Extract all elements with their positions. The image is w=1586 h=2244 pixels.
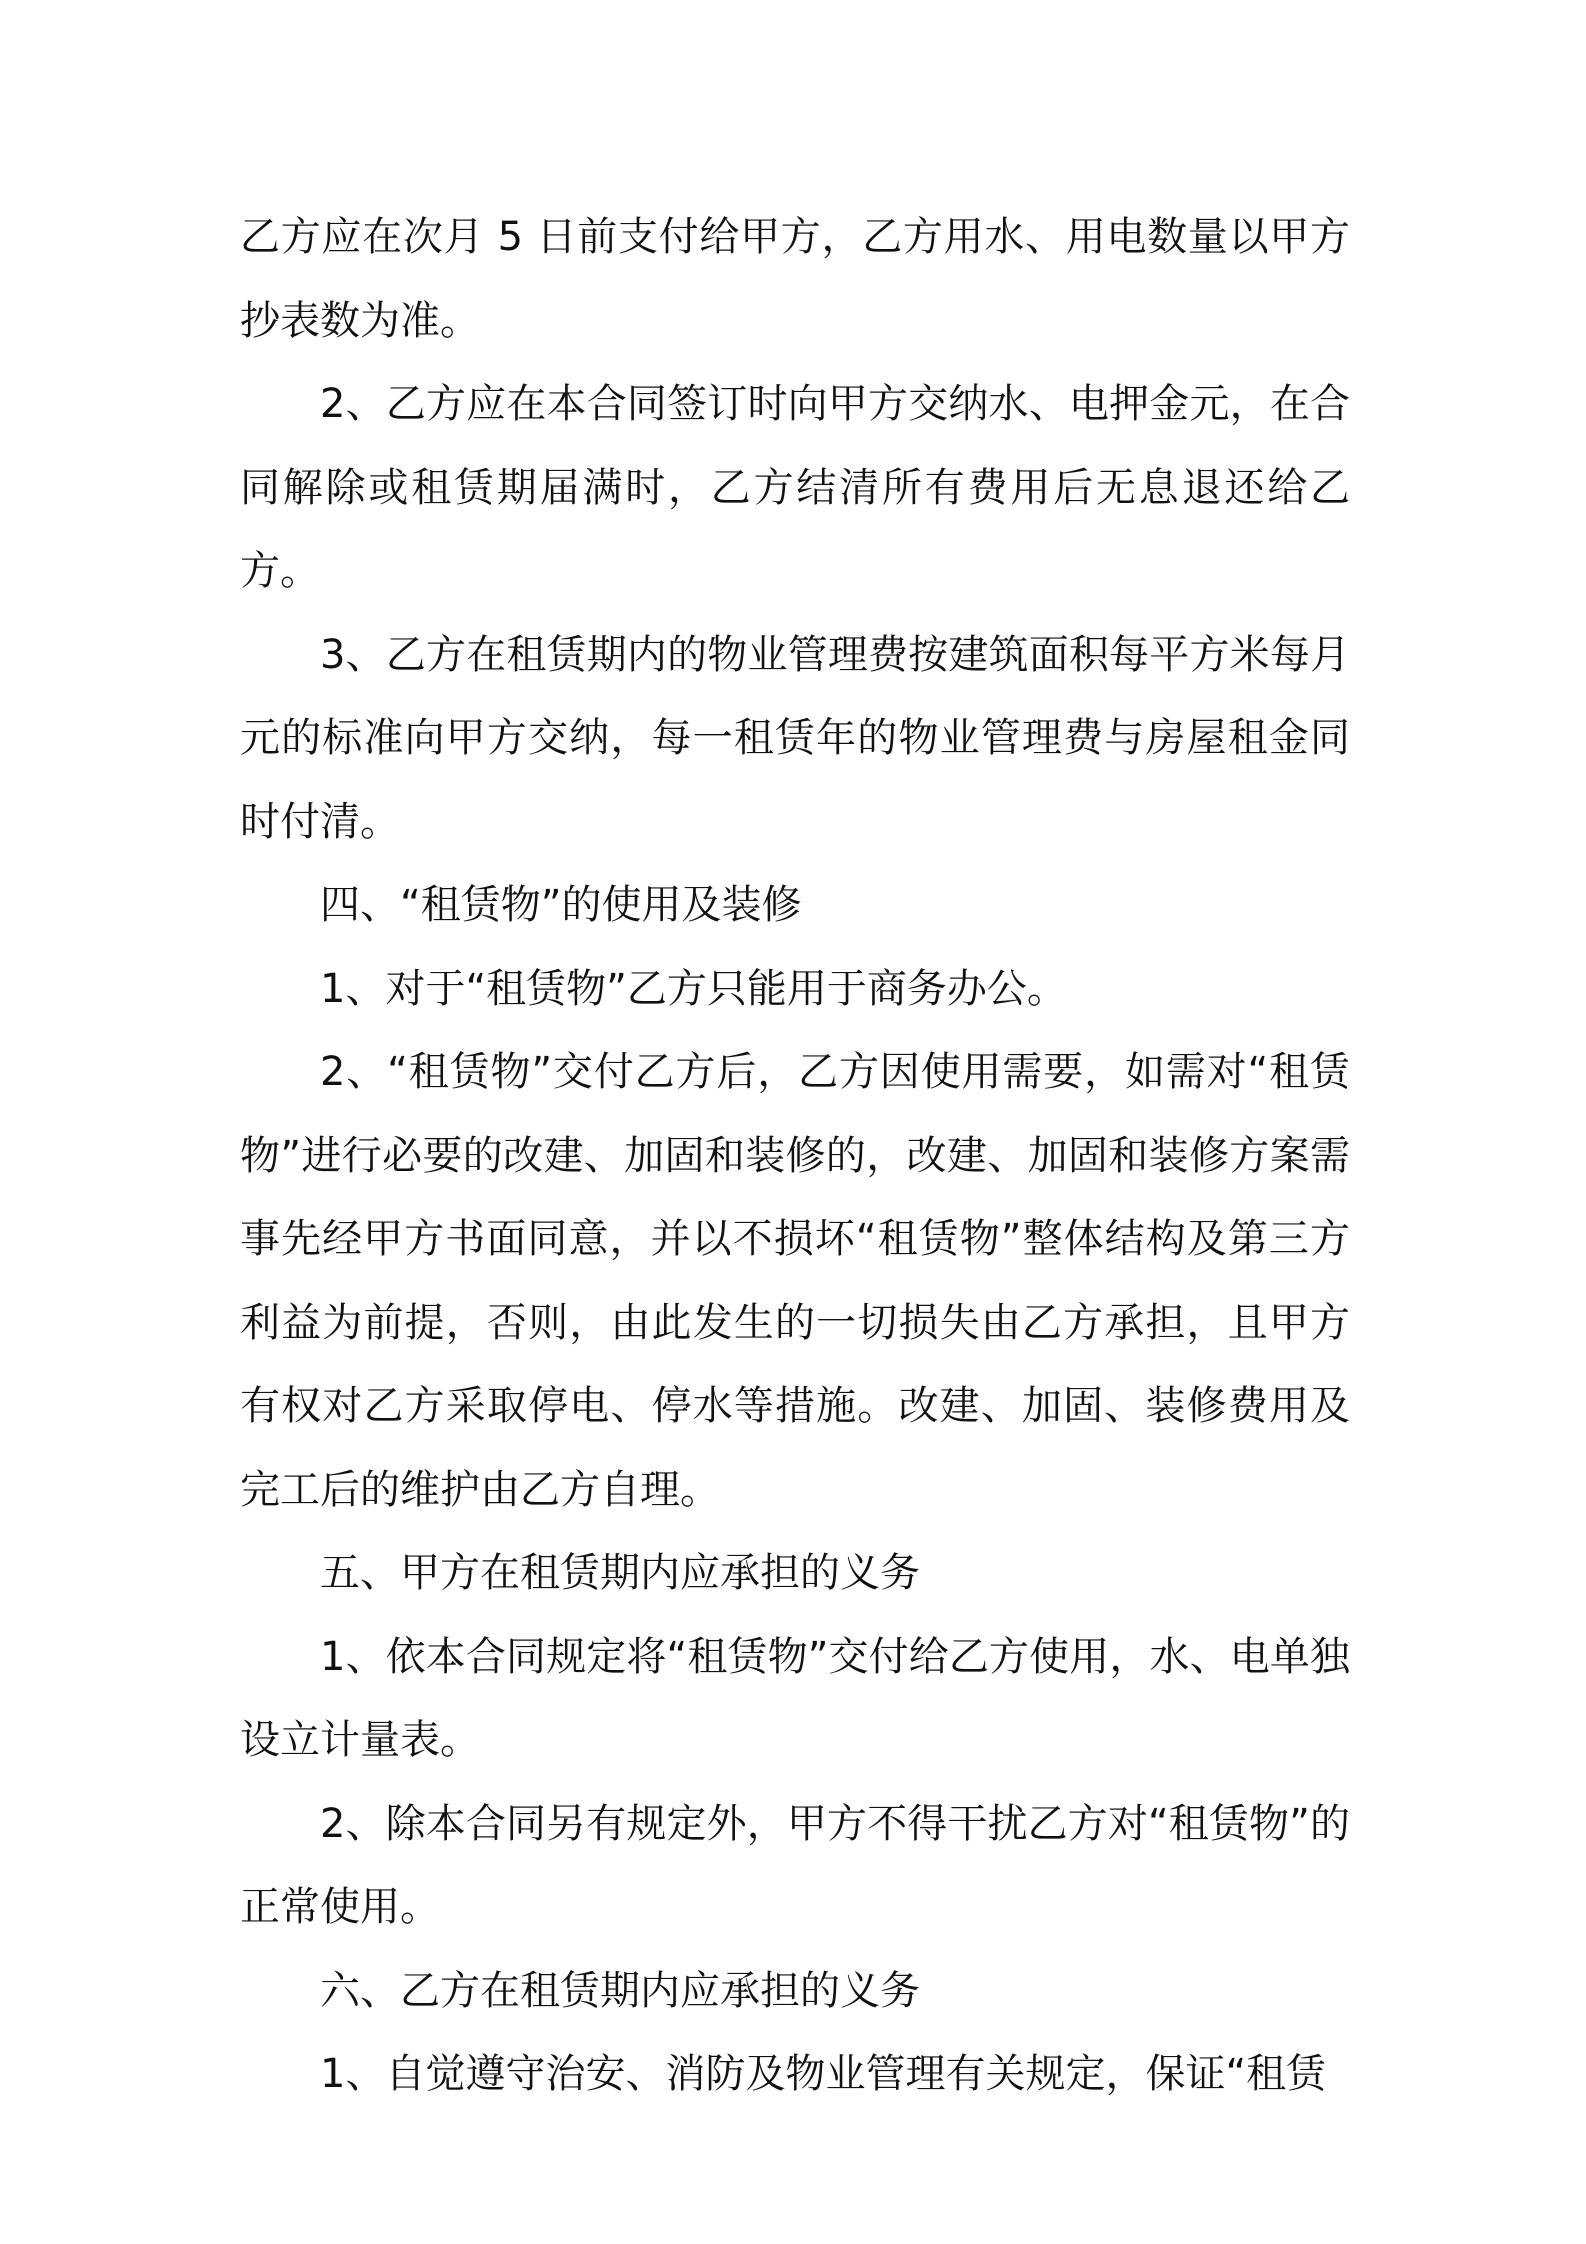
paragraph-utilities-payment: 乙方应在次月 5 日前支付给甲方，乙方用水、用电数量以甲方抄表数为准。 <box>240 214 1350 344</box>
paragraph-delivery-meters: 1、依本合同规定将“租赁物”交付给乙方使用，水、电单独设立计量表。 <box>240 1633 1350 1763</box>
paragraph-renovation: 2、“租赁物”交付乙方后，乙方因使用需要，如需对“租赁物”进行必要的改建、加固和装修的，改建、加固和装修方案需事先经甲方书面同意，并以不损坏“租赁物”整体结构及第三方利益为前提，否则，由此发生的一切损失由乙方承担，且甲方有权对乙方采取停电、停水等措施。改建、加固、装修费用及完工后的维护由乙方自理。 <box>240 1049 1350 1513</box>
paragraph-management-fee: 3、乙方在租赁期内的物业管理费按建筑面积每平方米每月元的标准向甲方交纳，每一租赁年的物业管理费与房屋租金同时付清。 <box>240 631 1350 845</box>
section-heading-use-and-renovation: 四、“租赁物”的使用及装修 <box>320 882 802 928</box>
paragraph-no-interference: 2、除本合同另有规定外，甲方不得干扰乙方对“租赁物”的正常使用。 <box>240 1800 1350 1930</box>
paragraph-deposit: 2、乙方应在本合同签订时向甲方交纳水、电押金元，在合同解除或租赁期届满时，乙方结清所有费用后无息退还给乙方。 <box>240 381 1350 594</box>
document-body <box>240 196 1350 2117</box>
paragraph-business-use: 1、对于“租赁物”乙方只能用于商务办公。 <box>320 965 1067 1012</box>
paragraph-compliance: 1、自觉遵守治安、消防及物业管理有关规定，保证“租赁 <box>320 2051 1327 2097</box>
section-heading-party-a-obligations: 五、甲方在租赁期内应承担的义务 <box>320 1550 920 1596</box>
section-heading-party-b-obligations: 六、乙方在租赁期内应承担的义务 <box>320 1967 920 2014</box>
